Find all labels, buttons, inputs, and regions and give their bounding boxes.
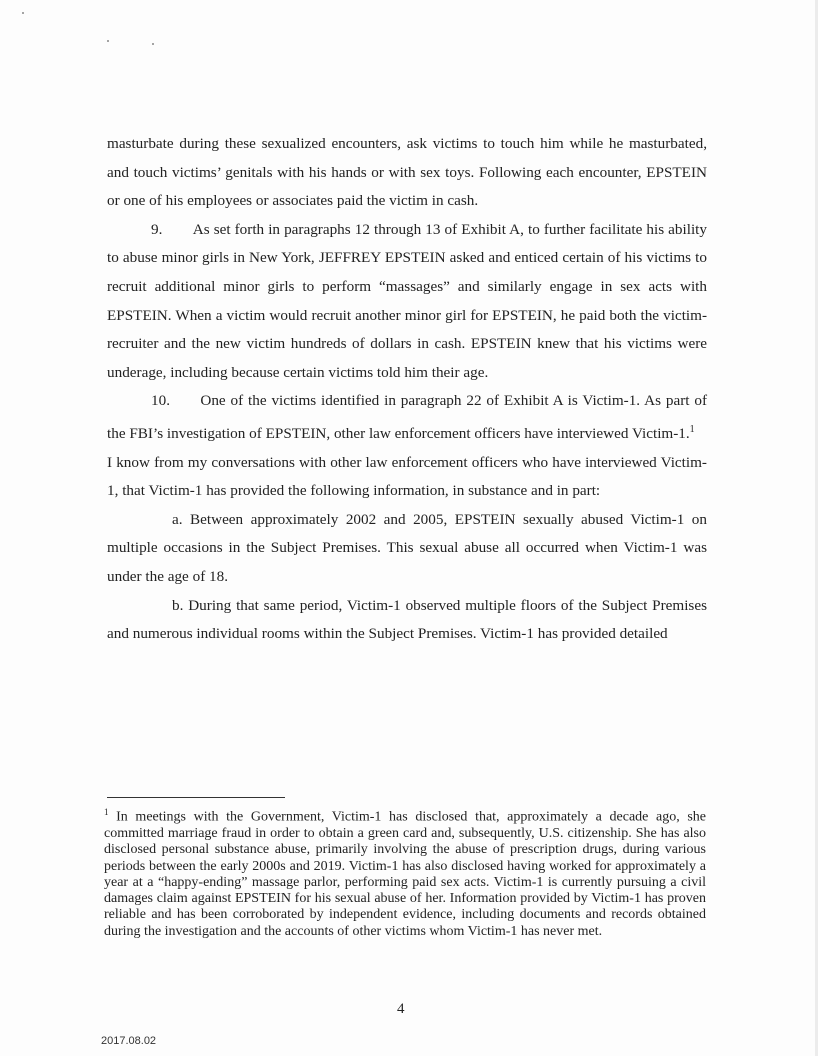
subparagraph-b: b. During that same period, Victim-1 observed multiple floors of the Subject Premises and numerous individual rooms within the Subject Premises. Victim-1 has provided detailed: [107, 596, 707, 643]
footnote-text: In meetings with the Government, Victim-1 has disclosed that, approximately a decade ago, she committed marriage fraud in order to obtain a green card and, subsequently, U.S. citizenship. She has also disclosed personal substance abuse, primarily involving the abuse of prescription drugs, during various periods between the early 2000s and 2019. Victim-1 has also disclosed having worked for approximately a year at a “happy-ending” massage parlor, performing paid sex acts. Victim-1 is currently pursuing a civil damages claim against EPSTEIN for his sexual abuse of her. Information provided by Victim-1 has proven reliable and has been corroborated by independent evidence, including documents and records obtained during the investigation and the accounts of other victims whom Victim-1 has never met.: [104, 809, 707, 939]
version-stamp: 2017.08.02: [101, 1035, 157, 1047]
scan-speck: [22, 12, 24, 14]
footnote-number: 1: [104, 807, 109, 817]
paragraph-10: [107, 387, 707, 448]
footnote: [104, 804, 706, 940]
page-number: 4: [397, 1001, 405, 1017]
scan-speck: [152, 43, 154, 45]
paragraph-continuation: masturbate during these sexualized encounters, ask victims to touch him while he masturbated, and touch victims’ genitals with his hands or with sex toys. Following each encounter, EPSTEIN or one of his employees or associates paid the victim in cash.: [107, 135, 707, 210]
footnote-divider: [107, 797, 285, 798]
subparagraph-a: a. Between approximately 2002 and 2005, EPSTEIN sexually abused Victim-1 on multiple occasions in the Subject Premises. This sexual abuse all occurred when Victim-1 was under the age of 18.: [107, 510, 707, 585]
scan-speck: [107, 40, 109, 42]
paragraph-10-text: 10. One of the victims identified in paragraph 22 of Exhibit A is Victim-1. As part of the FBI’s investigation of EPSTEIN, other law enforcement officers have interviewed Victim-1.: [107, 392, 707, 442]
body-text: [107, 130, 707, 649]
paragraph-9: 9. As set forth in paragraphs 12 through 13 of Exhibit A, to further facilitate his ability to abuse minor girls in New York, JEFFREY EPSTEIN asked and enticed certain of his victims to recruit additional minor girls to perform “massages” and similarly engage in sex acts with EPSTEIN. When a victim would recruit another minor girl for EPSTEIN, he paid both the victim-recruiter and the new victim hundreds of dollars in cash. EPSTEIN knew that his victims were underage, including because certain victims told him their age.: [107, 220, 707, 381]
paragraph-10-continued: I know from my conversations with other law enforcement officers who have interviewed Victim-1, that Victim-1 has provided the following information, in substance and in part:: [107, 453, 707, 500]
footnote-reference: 1: [689, 423, 695, 435]
